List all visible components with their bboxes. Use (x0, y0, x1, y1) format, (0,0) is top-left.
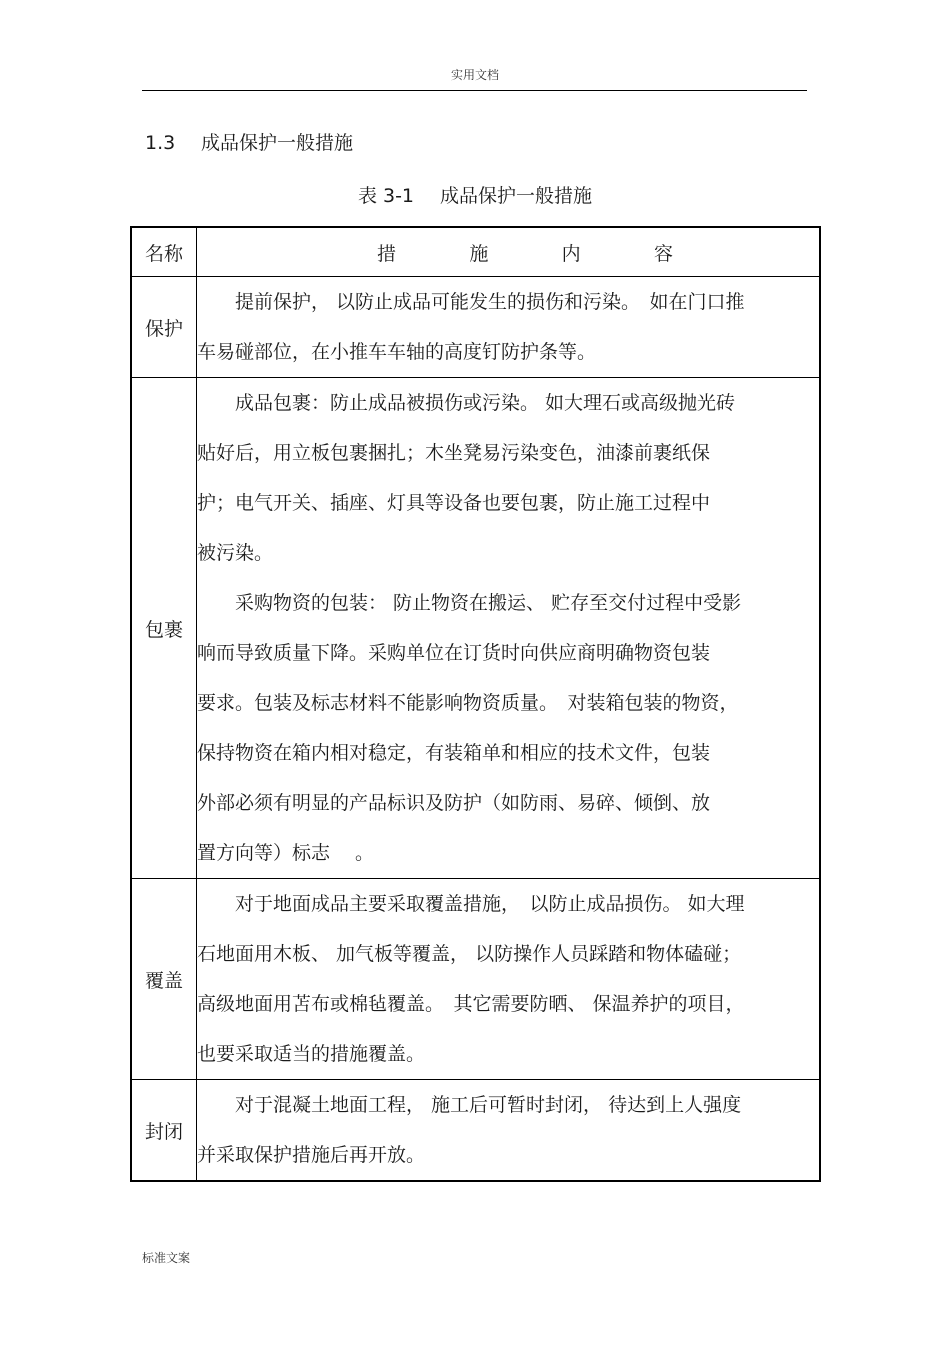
content-line: 对于地面成品主要采取覆盖措施， 以防止成品损伤。 如大理 (235, 893, 745, 915)
content-line: 石地面用木板、 加气板等覆盖， 以防操作人员踩踏和物体磕碰； (197, 943, 742, 965)
content-line: 也要采取适当的措施覆盖。 (197, 1043, 426, 1065)
row-content-cell (197, 378, 821, 879)
row-name-cell: 封闭 (131, 1080, 197, 1182)
header-content-char: 容 (653, 242, 673, 265)
table-caption-number: 表 3-1 (357, 185, 415, 207)
content-line: 被污染。 (197, 542, 274, 564)
content-line: 置方向等）标志 。 (197, 842, 375, 864)
header-content-char: 内 (561, 242, 581, 265)
table-header-row (131, 227, 820, 277)
content-line: 护；电气开关、插座、灯具等设备也要包裹，防止施工过程中 (197, 492, 711, 514)
section-number: 1.3 (145, 132, 176, 154)
page-header: 实用文档 (450, 68, 499, 82)
content-line: 提前保护， 以防止成品可能发生的损伤和污染。 如在门口推 (235, 291, 745, 313)
table-row (131, 879, 820, 1080)
content-line: 响而导致质量下降。采购单位在订货时向供应商明确物资包装 (197, 642, 711, 664)
content-line: 要求。包装及标志材料不能影响物资质量。 对装箱包装的物资， (197, 692, 739, 714)
row-name-cell: 覆盖 (131, 879, 197, 1080)
content-line: 高级地面用苫布或棉毡覆盖。 其它需要防晒、 保温养护的项目， (197, 993, 745, 1015)
content-line: 保持物资在箱内相对稳定，有装箱单和相应的技术文件，包装 (197, 742, 711, 764)
table-row (131, 378, 820, 879)
header-content-cell (197, 227, 821, 277)
row-content-cell (197, 879, 821, 1080)
header-rule (142, 90, 807, 91)
table-caption (0, 181, 950, 208)
table-row (131, 1080, 820, 1182)
content-line: 车易碰部位，在小推车车轴的高度钉防护条等。 (197, 341, 597, 363)
content-line: 贴好后，用立板包裹捆扎；木坐凳易污染变色，油漆前裹纸保 (197, 442, 711, 464)
content-line: 采购物资的包装： 防止物资在搬运、 贮存至交付过程中受影 (235, 592, 742, 614)
protection-measures-table (130, 226, 821, 1182)
content-line: 外部必须有明显的产品标识及防护（如防雨、易碎、倾倒、放 (197, 792, 711, 814)
table-caption-title: 成品保护一般措施 (440, 185, 593, 207)
page-footer: 标准文案 (142, 1251, 191, 1265)
row-name-cell: 包裹 (131, 378, 197, 879)
header-content-char: 措 (377, 242, 397, 265)
row-content-cell (197, 277, 821, 378)
row-content-cell (197, 1080, 821, 1182)
section-title: 成品保护一般措施 (201, 132, 354, 154)
content-line: 并采取保护措施后再开放。 (197, 1144, 426, 1166)
content-line: 成品包裹：防止成品被损伤或污染。 如大理石或高级抛光砖 (235, 392, 736, 414)
header-name-cell: 名称 (131, 227, 197, 277)
header-content-char: 施 (469, 242, 489, 265)
content-line: 对于混凝土地面工程， 施工后可暂时封闭， 待达到上人强度 (235, 1094, 742, 1116)
table-row (131, 277, 820, 378)
section-heading (145, 128, 353, 155)
row-name-cell: 保护 (131, 277, 197, 378)
